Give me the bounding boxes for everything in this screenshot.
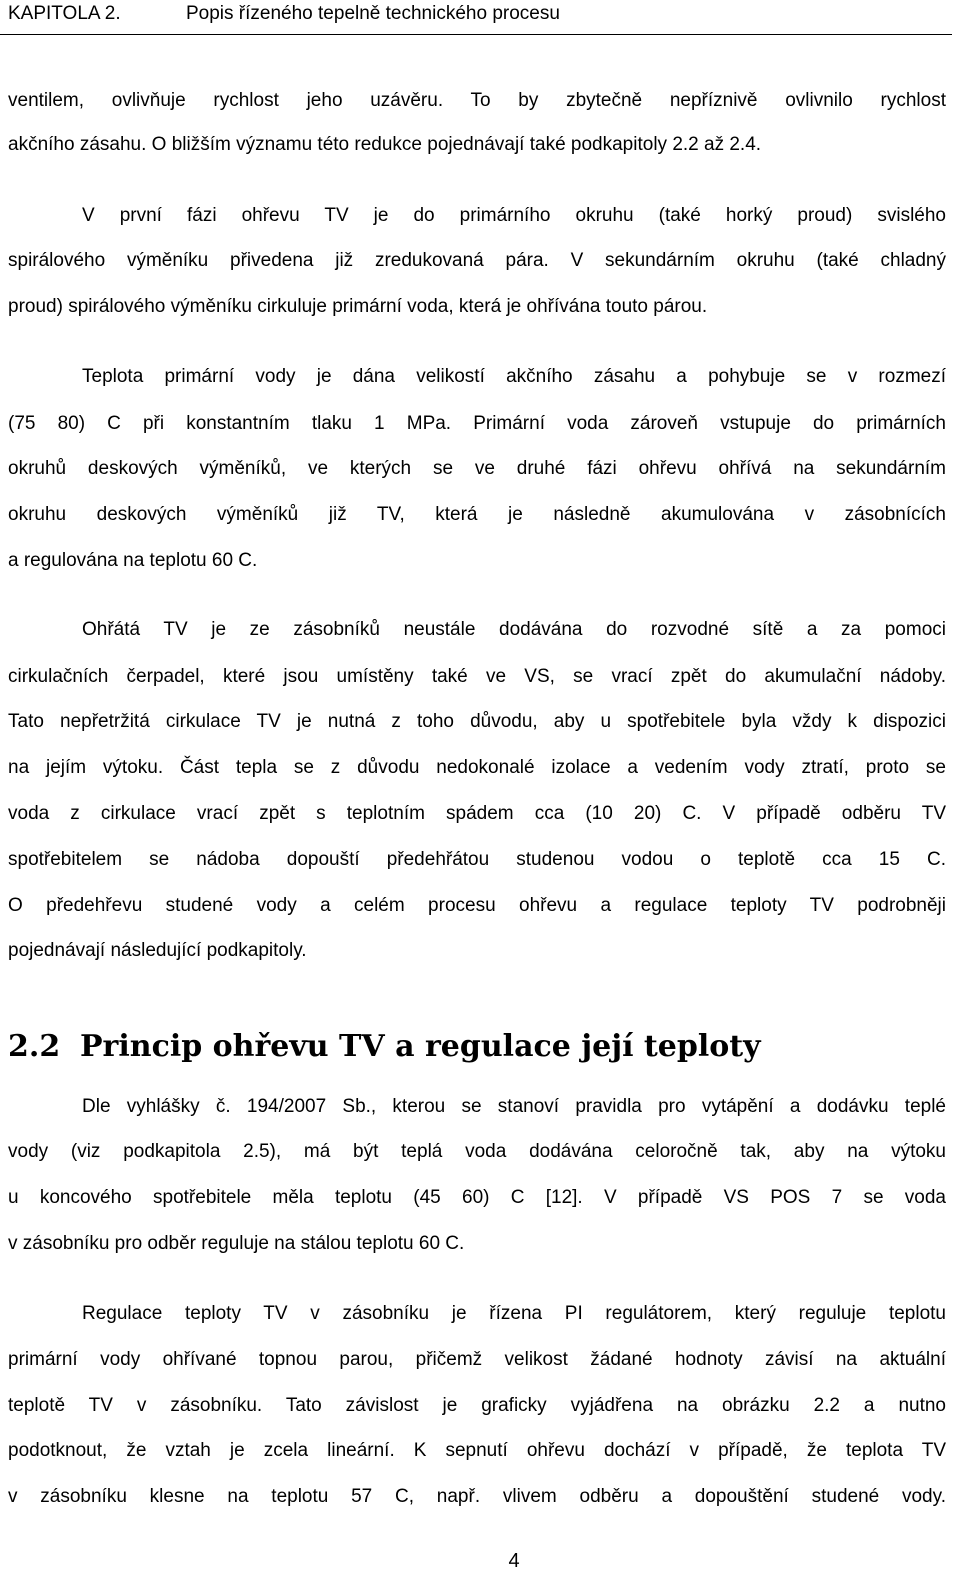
paragraph-line: teplotě TV v zásobníku. Tato závislost je graficky vyjádřena na obrázku 2.2 a nutno xyxy=(8,1395,946,1416)
paragraph-line: V první fázi ohřevu TV je do primárního okruhu (také horký proud) svislého xyxy=(82,205,946,226)
paragraph-line: primární vody ohřívané topnou parou, přičemž velikost žádané hodnoty závisí na aktuální xyxy=(8,1349,946,1370)
page-header xyxy=(0,0,952,35)
paragraph-line: Tato nepřetržitá cirkulace TV je nutná z toho důvodu, aby u spotřebitele byla vždy k dispozici xyxy=(8,711,946,732)
paragraph-line: (75 80) C při konstantním tlaku 1 MPa. Primární voda zároveň vstupuje do primárních xyxy=(8,413,946,434)
paragraph-line: akčního zásahu. O bližším významu této redukce pojednávají také podkapitoly 2.2 až 2.4. xyxy=(8,134,762,155)
paragraph-line: v zásobníku pro odběr reguluje na stálou teplotu 60 C. xyxy=(8,1233,465,1254)
paragraph-line: a regulována na teplotu 60 C. xyxy=(8,550,258,571)
paragraph-line: Dle vyhlášky č. 194/2007 Sb., kterou se stanoví pravidla pro vytápění a dodávku teplé xyxy=(82,1096,946,1117)
paragraph-line: na jejím výtoku. Část tepla se z důvodu nedokonalé izolace a vedením vody ztratí, proto se xyxy=(8,757,946,778)
section-title: Princip ohřevu TV a regulace její teploty xyxy=(80,1029,761,1064)
paragraph-line: Ohřátá TV je ze zásobníků neustále dodávána do rozvodné sítě a za pomoci xyxy=(82,619,946,640)
paragraph-line: cirkulačních čerpadel, které jsou umístěny také ve VS, se vrací zpět do akumulační nádoby. xyxy=(8,666,946,687)
paragraph-line: voda z cirkulace vrací zpět s teplotním spádem cca (10 20) C. V případě odběru TV xyxy=(8,803,946,824)
section-number: 2.2 xyxy=(8,1029,61,1064)
section-heading xyxy=(8,1027,761,1067)
paragraph-line: spotřebitelem se nádoba dopouští předehřátou studenou vodou o teplotě cca 15 C. xyxy=(8,849,946,870)
paragraph-line: Regulace teploty TV v zásobníku je řízena PI regulátorem, který reguluje teplotu xyxy=(82,1303,946,1324)
paragraph-line: proud) spirálového výměníku cirkuluje primární voda, která je ohřívána touto párou. xyxy=(8,296,708,317)
paragraph-line: spirálového výměníku přivedena již zredukovaná pára. V sekundárním okruhu (také chladný xyxy=(8,250,946,271)
page-number: 4 xyxy=(508,1550,520,1572)
paragraph-line: ventilem, ovlivňuje rychlost jeho uzávěru. To by zbytečně nepříznivě ovlivnilo rychlost xyxy=(8,90,946,111)
paragraph-line: Teplota primární vody je dána velikostí akčního zásahu a pohybuje se v rozmezí xyxy=(82,366,946,387)
paragraph-line: u koncového spotřebitele měla teplotu (45 60) C [12]. V případě VS POS 7 se voda xyxy=(8,1187,946,1208)
paragraph-line: okruhů deskových výměníků, ve kterých se ve druhé fázi ohřevu ohřívá na sekundárním xyxy=(8,458,946,479)
paragraph-line: v zásobníku klesne na teplotu 57 C, např. vlivem odběru a dopouštění studené vody. xyxy=(8,1486,946,1507)
paragraph-line: vody (viz podkapitola 2.5), má být teplá voda dodávána celoročně tak, aby na výtoku xyxy=(8,1141,946,1162)
paragraph-line: podotknout, že vztah je zcela lineární. K sepnutí ohřevu dochází v případě, že teplota TV xyxy=(8,1440,946,1461)
paragraph-line: O předehřevu studené vody a celém procesu ohřevu a regulace teploty TV podrobněji xyxy=(8,895,946,916)
paragraph-line: pojednávají následující podkapitoly. xyxy=(8,940,307,961)
paragraph-line: okruhu deskových výměníků již TV, která je následně akumulována v zásobnících xyxy=(8,504,946,525)
chapter-title: Popis řízeného tepelně technického procesu xyxy=(186,3,560,24)
chapter-label: KAPITOLA 2. xyxy=(8,3,121,24)
